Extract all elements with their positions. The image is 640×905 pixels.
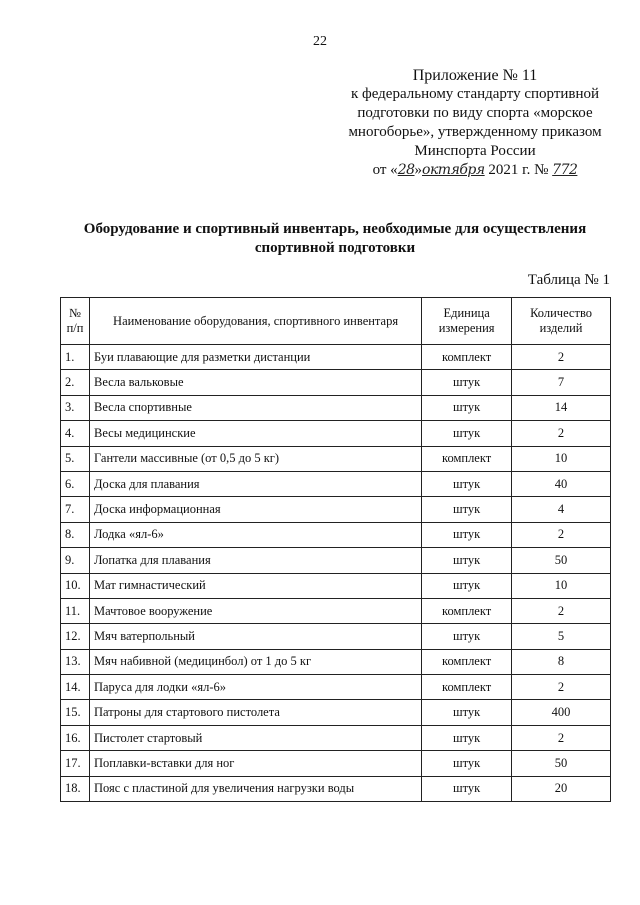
header-qty: Количество изделий [512, 298, 611, 345]
cell-qty: 2 [512, 598, 611, 623]
cell-num: 2. [61, 370, 90, 395]
cell-qty: 40 [512, 471, 611, 496]
annex-line: к федеральному стандарту спортивной [350, 86, 600, 102]
cell-qty: 20 [512, 776, 611, 801]
cell-num: 15. [61, 700, 90, 725]
table-row [61, 725, 611, 750]
header-name: Наименование оборудования, спортивного инвентаря [89, 298, 421, 345]
cell-name: Лодка «ял-6» [89, 522, 421, 547]
cell-name: Доска информационная [89, 497, 421, 522]
cell-qty: 50 [512, 548, 611, 573]
cell-unit: комплект [422, 649, 512, 674]
cell-qty: 4 [512, 497, 611, 522]
cell-num: 13. [61, 649, 90, 674]
table-row [61, 675, 611, 700]
cell-qty: 2 [512, 522, 611, 547]
table-row [61, 573, 611, 598]
cell-name: Пояс с пластиной для увеличения нагрузки воды [89, 776, 421, 801]
cell-num: 1. [61, 345, 90, 370]
annex-line: многоборье», утвержденному приказом [348, 124, 602, 140]
cell-num: 14. [61, 675, 90, 700]
cell-unit: штук [422, 471, 512, 496]
cell-name: Мяч ватерпольный [89, 624, 421, 649]
cell-unit: комплект [422, 598, 512, 623]
page-number: 22 [313, 34, 327, 49]
cell-qty: 10 [512, 446, 611, 471]
cell-unit: комплект [422, 345, 512, 370]
cell-unit: штук [422, 751, 512, 776]
document-title: Оборудование и спортивный инвентарь, необходимые для осуществления спортивной подготовки [83, 221, 587, 256]
cell-qty: 7 [512, 370, 611, 395]
header-unit: Единица измерения [422, 298, 512, 345]
cell-name: Гантели массивные (от 0,5 до 5 кг) [89, 446, 421, 471]
cell-num: 3. [61, 395, 90, 420]
cell-name: Лопатка для плавания [89, 548, 421, 573]
table-row [61, 598, 611, 623]
table-header-row [61, 298, 611, 345]
cell-num: 17. [61, 751, 90, 776]
order-prefix: от « [372, 162, 398, 178]
cell-name: Буи плавающие для разметки дистанции [89, 345, 421, 370]
cell-num: 9. [61, 548, 90, 573]
equipment-table [60, 297, 611, 802]
cell-name: Весла спортивные [89, 395, 421, 420]
table-row [61, 345, 611, 370]
cell-name: Мат гимнастический [89, 573, 421, 598]
annex-line: Минспорта России [414, 143, 536, 159]
order-day-handwritten: 28 [397, 162, 415, 178]
cell-unit: штук [422, 395, 512, 420]
table-row [61, 776, 611, 801]
cell-unit: штук [422, 370, 512, 395]
table-row [61, 751, 611, 776]
cell-name: Поплавки-вставки для ног [89, 751, 421, 776]
cell-name: Весла вальковые [89, 370, 421, 395]
order-year: 2021 г. № [488, 162, 549, 178]
cell-qty: 14 [512, 395, 611, 420]
cell-name: Весы медицинские [89, 421, 421, 446]
cell-name: Патроны для стартового пистолета [89, 700, 421, 725]
cell-qty: 2 [512, 421, 611, 446]
cell-unit: штук [422, 776, 512, 801]
cell-num: 11. [61, 598, 90, 623]
cell-qty: 8 [512, 649, 611, 674]
table-row [61, 497, 611, 522]
cell-qty: 5 [512, 624, 611, 649]
cell-qty: 2 [512, 725, 611, 750]
cell-num: 4. [61, 421, 90, 446]
order-month-handwritten: октября [422, 162, 485, 178]
cell-qty: 2 [512, 345, 611, 370]
cell-unit: штук [422, 522, 512, 547]
table-row [61, 446, 611, 471]
order-mid: » [414, 162, 423, 178]
header-num: № п/п [61, 298, 90, 345]
cell-num: 18. [61, 776, 90, 801]
cell-unit: комплект [422, 675, 512, 700]
order-line [330, 161, 620, 180]
cell-name: Мяч набивной (медицинбол) от 1 до 5 кг [89, 649, 421, 674]
cell-unit: штук [422, 573, 512, 598]
cell-name: Доска для плавания [89, 471, 421, 496]
cell-name: Мачтовое вооружение [89, 598, 421, 623]
table-row [61, 370, 611, 395]
cell-num: 8. [61, 522, 90, 547]
table-row [61, 421, 611, 446]
table-caption: Таблица № 1 [527, 272, 610, 288]
cell-unit: комплект [422, 446, 512, 471]
annex-line: подготовки по виду спорта «морское [357, 105, 593, 121]
table-row [61, 700, 611, 725]
order-number-handwritten: 772 [552, 162, 578, 178]
table-row [61, 548, 611, 573]
cell-unit: штук [422, 624, 512, 649]
annex-block [330, 66, 620, 180]
cell-name: Паруса для лодки «ял-6» [89, 675, 421, 700]
cell-num: 10. [61, 573, 90, 598]
table-row [61, 471, 611, 496]
cell-name: Пистолет стартовый [89, 725, 421, 750]
table-row [61, 649, 611, 674]
cell-qty: 10 [512, 573, 611, 598]
cell-num: 12. [61, 624, 90, 649]
table-row [61, 395, 611, 420]
cell-unit: штук [422, 700, 512, 725]
cell-num: 7. [61, 497, 90, 522]
annex-title: Приложение № 11 [412, 67, 538, 84]
cell-unit: штук [422, 725, 512, 750]
table-row [61, 522, 611, 547]
cell-qty: 400 [512, 700, 611, 725]
cell-unit: штук [422, 497, 512, 522]
table-row [61, 624, 611, 649]
cell-num: 6. [61, 471, 90, 496]
cell-num: 5. [61, 446, 90, 471]
table-body [61, 345, 611, 802]
cell-qty: 2 [512, 675, 611, 700]
cell-unit: штук [422, 421, 512, 446]
cell-qty: 50 [512, 751, 611, 776]
cell-num: 16. [61, 725, 90, 750]
cell-unit: штук [422, 548, 512, 573]
